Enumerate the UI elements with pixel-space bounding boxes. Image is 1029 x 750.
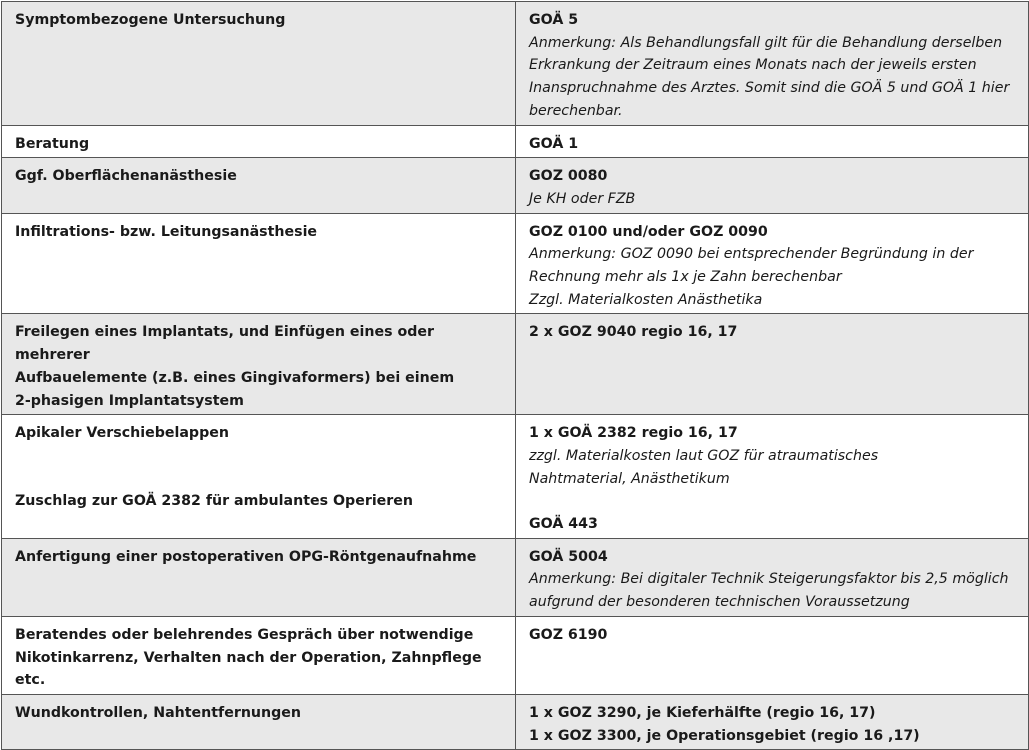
- service-label: Ggf. Oberflächenanästhesie: [15, 168, 237, 185]
- table-row: [2, 158, 1029, 213]
- service-label-line: 2-phasigen Implantatsystem: [15, 392, 244, 409]
- note-line: Inanspruchnahme des Arztes. Somit sind die GOÄ 5 und GOÄ 1 hier: [529, 80, 1010, 97]
- service-label-line: Aufbauelemente (z.B. eines Gingivaformers) bei einem: [15, 369, 455, 386]
- code-cell: [516, 2, 1029, 126]
- note-line: Anmerkung: Bei digitaler Technik Steigerungsfaktor bis 2,5 möglich: [529, 571, 1009, 588]
- surcharge-code: GOÄ 443: [529, 516, 598, 533]
- code-cell: [516, 314, 1029, 415]
- table-row: [2, 125, 1029, 158]
- code-cell: [516, 213, 1029, 314]
- service-cell: [2, 125, 516, 158]
- billing-code: GOÄ 5: [529, 12, 579, 28]
- table-row: [2, 314, 1029, 415]
- note-line: Je KH oder FZB: [529, 190, 636, 207]
- billing-code: GOZ 6190: [529, 626, 608, 643]
- service-label: Infiltrations- bzw. Leitungsanästhesie: [15, 223, 318, 240]
- billing-code: 2 x GOZ 9040 regio 16, 17: [529, 324, 738, 341]
- service-label-line: Freilegen eines Implantats, und Einfügen eines oder mehrerer: [15, 324, 434, 364]
- service-cell: [2, 314, 516, 415]
- service-label: Symptombezogene Untersuchung: [15, 12, 286, 28]
- service-cell: [2, 538, 516, 616]
- service-cell: [2, 158, 516, 213]
- table-row: [2, 694, 1029, 749]
- billing-code: GOZ 0100 und/oder GOZ 0090: [529, 223, 768, 240]
- billing-table: [1, 1, 1029, 750]
- billing-code: 1 x GOZ 3290, je Kieferhälfte (regio 16, 17): [529, 704, 876, 721]
- billing-code: GOZ 0080: [529, 168, 608, 185]
- surcharge-label: Zuschlag zur GOÄ 2382 für ambulantes Operieren: [15, 493, 414, 510]
- billing-code: GOÄ 5004: [529, 548, 608, 565]
- billing-code: GOÄ 1: [529, 135, 579, 152]
- service-cell: [2, 694, 516, 749]
- table-row: [2, 415, 1029, 539]
- code-cell: [516, 694, 1029, 749]
- note-line: Rechnung mehr als 1x je Zahn berechenbar: [529, 269, 842, 286]
- table-row: [2, 538, 1029, 616]
- table-row: [2, 2, 1029, 126]
- service-label: Beratung: [15, 135, 90, 152]
- note-line: aufgrund der besonderen technischen Voraussetzung: [529, 594, 910, 611]
- service-cell: [2, 213, 516, 314]
- service-cell: [2, 415, 516, 539]
- code-cell: [516, 538, 1029, 616]
- billing-code-2: 1 x GOZ 3300, je Operationsgebiet (regio 16 ,17): [529, 727, 920, 744]
- service-label: Apikaler Verschiebelappen: [15, 425, 229, 442]
- note-line: zzgl. Materialkosten laut GOZ für atraumatisches: [529, 447, 879, 464]
- table-row: [2, 213, 1029, 314]
- billing-code: 1 x GOÄ 2382 regio 16, 17: [529, 425, 738, 442]
- code-cell: [516, 415, 1029, 539]
- code-cell: [516, 125, 1029, 158]
- code-cell: [516, 158, 1029, 213]
- service-label: Anfertigung einer postoperativen OPG-Röntgenaufnahme: [15, 548, 477, 565]
- note-line: Anmerkung: GOZ 0090 bei entsprechender Begründung in der: [529, 246, 974, 263]
- service-cell: [2, 2, 516, 126]
- service-label-line: Beratendes oder belehrendes Gespräch über notwendige: [15, 626, 474, 643]
- note-line: Erkrankung der Zeitraum eines Monats nach der jeweils ersten: [529, 57, 977, 74]
- note-line: berechenbar.: [529, 102, 623, 119]
- service-label: Wundkontrollen, Nahtentfernungen: [15, 704, 302, 721]
- service-label-line: Nikotinkarrenz, Verhalten nach der Operation, Zahnpflege etc.: [15, 649, 482, 689]
- note-line: Zzgl. Materialkosten Anästhetika: [529, 291, 763, 308]
- note-line: Nahtmaterial, Anästhetikum: [529, 470, 730, 487]
- note-line: Anmerkung: Als Behandlungsfall gilt für die Behandlung derselben: [529, 34, 1003, 51]
